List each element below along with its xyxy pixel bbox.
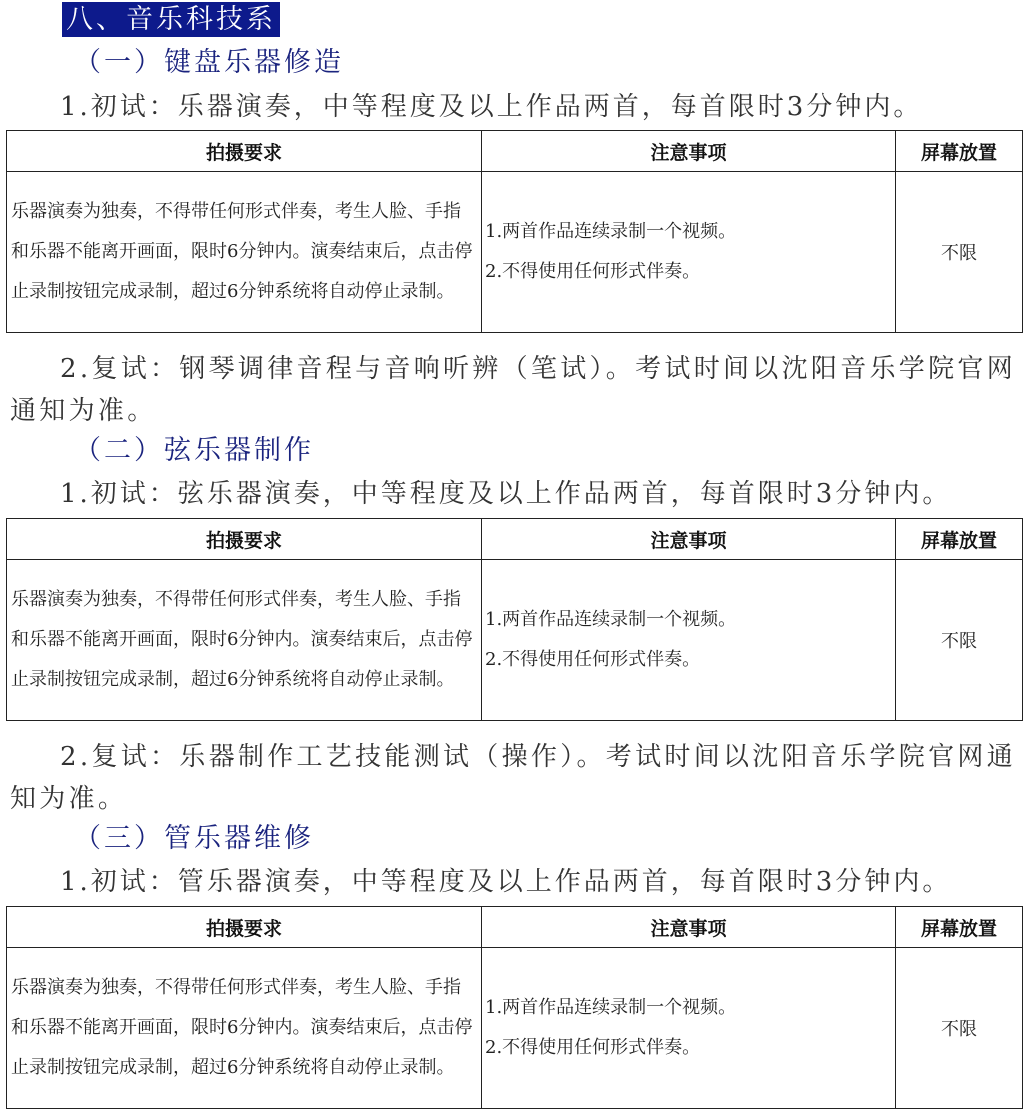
note-item: 1.两首作品连续录制一个视频。 [485,221,737,242]
note-item: 2.不得使用任何形式伴奏。 [485,649,701,670]
requirements-table [6,518,1023,721]
header-filming-requirements: 拍摄要求 [7,131,482,172]
requirement-cell: 乐器演奏为独奏，不得带任何形式伴奏，考生人脸、手指和乐器不能离开画面，限时6分钟内。演奏结束后，点击停止录制按钮完成录制，超过6分钟系统将自动停止录制。 [7,560,482,721]
section-title: （三）管乐器维修 [74,823,314,854]
prelim-exam-text: 1.初试：乐器演奏，中等程度及以上作品两首，每首限时3分钟内。 [60,92,923,122]
table-row [7,172,1023,333]
table-row [7,948,1023,1109]
section-title: （二）弦乐器制作 [74,435,314,466]
prelim-exam-text: 1.初试：管乐器演奏，中等程度及以上作品两首，每首限时3分钟内。 [60,867,952,897]
requirement-cell: 乐器演奏为独奏，不得带任何形式伴奏，考生人脸、手指和乐器不能离开画面，限时6分钟内。演奏结束后，点击停止录制按钮完成录制，超过6分钟系统将自动停止录制。 [7,948,482,1109]
notes-cell [482,560,896,721]
header-screen-placement: 屏幕放置 [896,519,1023,560]
prelim-exam-text: 1.初试：弦乐器演奏，中等程度及以上作品两首，每首限时3分钟内。 [60,479,952,509]
header-notes: 注意事项 [482,907,896,948]
screen-placement-cell: 不限 [896,948,1023,1109]
section-title: （一）键盘乐器修造 [74,47,344,78]
department-heading: 八、音乐科技系 [62,2,280,37]
retest-text: 2.复试：乐器制作工艺技能测试（操作）。考试时间以沈阳音乐学院官网通知为准。 [10,742,1017,814]
notes-cell [482,948,896,1109]
requirements-table [6,130,1023,333]
header-screen-placement: 屏幕放置 [896,131,1023,172]
screen-placement-cell: 不限 [896,172,1023,333]
note-item: 2.不得使用任何形式伴奏。 [485,1037,701,1058]
note-item: 2.不得使用任何形式伴奏。 [485,261,701,282]
note-item: 1.两首作品连续录制一个视频。 [485,997,737,1018]
screen-placement-cell: 不限 [896,560,1023,721]
header-notes: 注意事项 [482,131,896,172]
note-item: 1.两首作品连续录制一个视频。 [485,609,737,630]
header-filming-requirements: 拍摄要求 [7,907,482,948]
table-header-row [7,519,1023,560]
notes-cell [482,172,896,333]
requirements-table [6,906,1023,1109]
table-header-row [7,907,1023,948]
header-screen-placement: 屏幕放置 [896,907,1023,948]
table-row [7,560,1023,721]
table-header-row [7,131,1023,172]
requirement-cell: 乐器演奏为独奏，不得带任何形式伴奏，考生人脸、手指和乐器不能离开画面，限时6分钟内。演奏结束后，点击停止录制按钮完成录制，超过6分钟系统将自动停止录制。 [7,172,482,333]
header-notes: 注意事项 [482,519,896,560]
retest-text: 2.复试：钢琴调律音程与音响听辨（笔试）。考试时间以沈阳音乐学院官网通知为准。 [10,354,1017,426]
header-filming-requirements: 拍摄要求 [7,519,482,560]
